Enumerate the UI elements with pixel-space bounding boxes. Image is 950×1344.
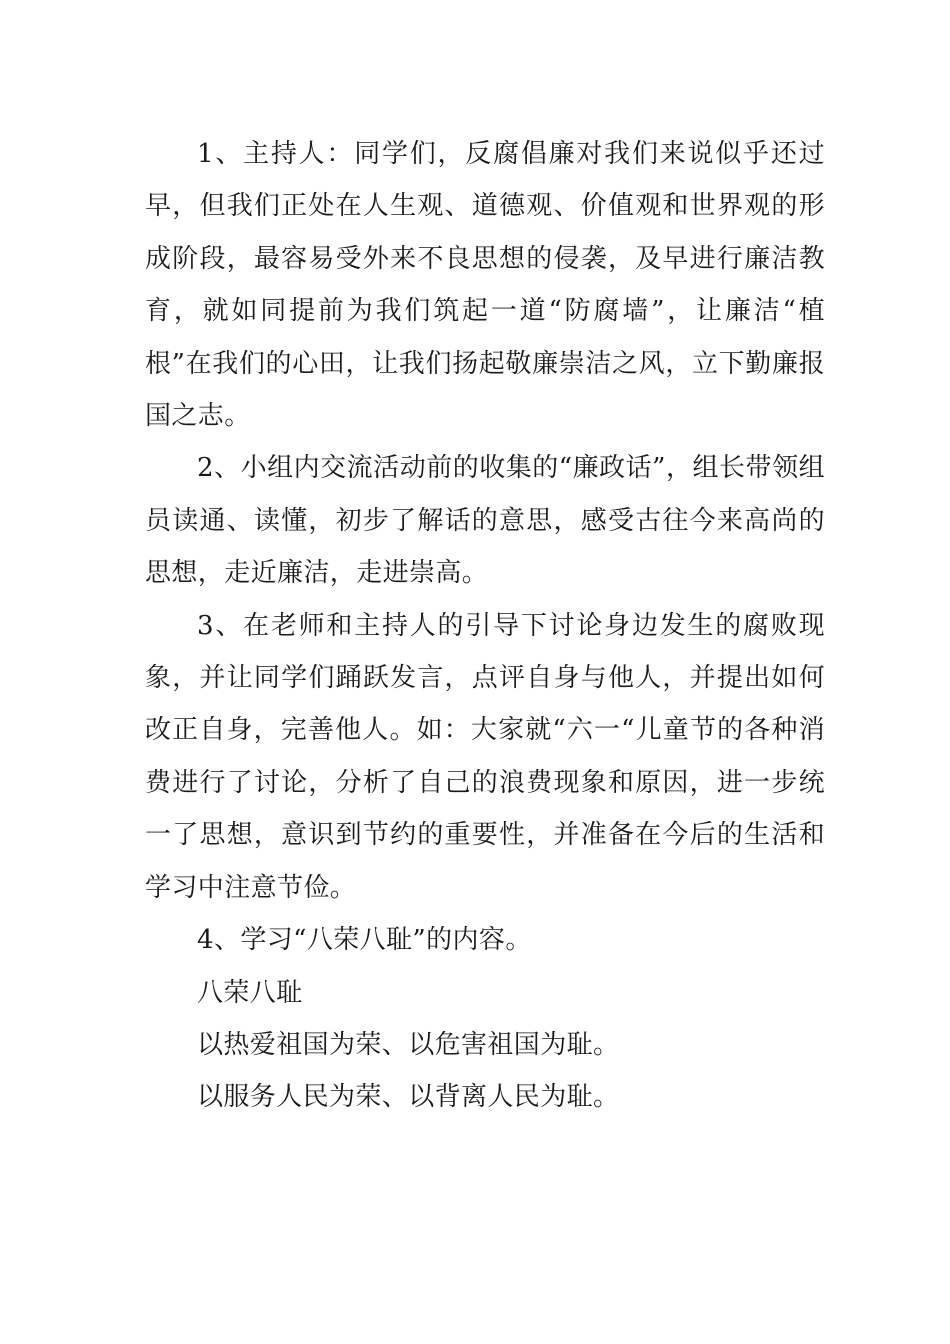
paragraph-3: 3、在老师和主持人的引导下讨论身边发生的腐败现象，并让同学们踊跃发言，点评自身与他人，并提出如何改正自身，完善他人。如：大家就“六一“儿童节的各种消费进行了讨论，分析了自己的浪费现象和原因，进一步统一了思想，意识到节约的重要性，并准备在今后的生活和学习中注意节俭。 <box>145 610 825 903</box>
paragraph-2: 2、小组内交流活动前的收集的“廉政话”，组长带领组员读通、读懂，初步了解话的意思，感受古往今来高尚的思想，走近廉洁，走进崇高。 <box>145 453 825 589</box>
list-title: 八荣八耻 <box>197 977 303 1008</box>
paragraph-1: 1、主持人：同学们，反腐倡廉对我们来说似乎还过早，但我们正处在人生观、道德观、价值观和世界观的形成阶段，最容易受外来不良思想的侵袭，及早进行廉洁教育，就如同提前为我们筑起一道“防腐墙”，让廉洁“植根”在我们的心田，让我们扬起敬廉崇洁之风，立下勤廉报国之志。 <box>145 139 825 432</box>
list-item-1: 以热爱祖国为荣、以危害祖国为耻。 <box>197 1029 620 1060</box>
document-body <box>145 128 825 1124</box>
list-item-2: 以服务人民为荣、以背离人民为耻。 <box>197 1082 620 1113</box>
paragraph-4: 4、学习“八荣八耻”的内容。 <box>197 925 532 956</box>
